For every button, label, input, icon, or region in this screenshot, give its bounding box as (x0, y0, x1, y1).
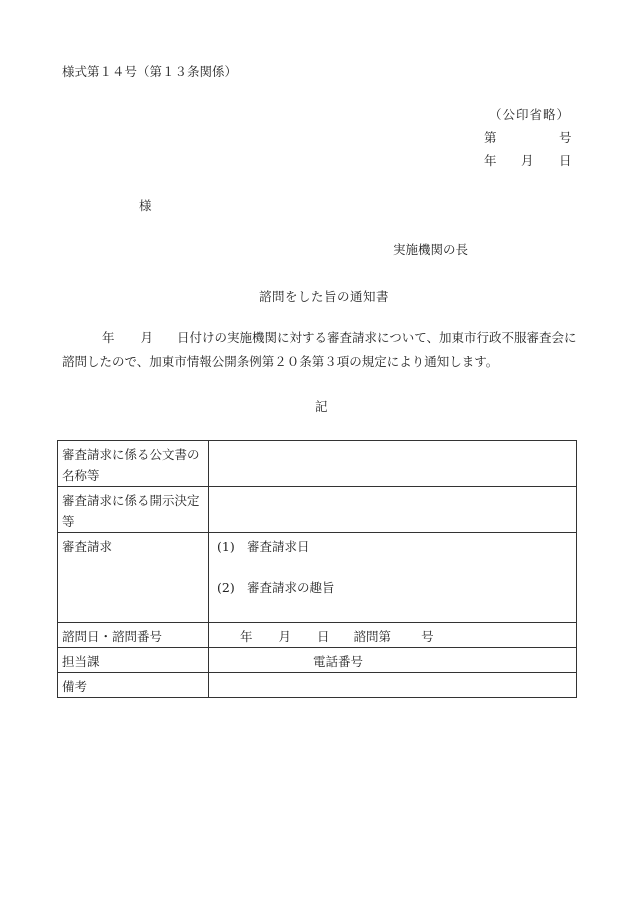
table-row (58, 533, 577, 623)
sender-name: 実施機関の長 (393, 242, 469, 257)
body-paragraph-line1 (62, 332, 577, 345)
row-value-document-name[interactable] (209, 441, 577, 487)
row-value-inquiry[interactable] (209, 623, 577, 648)
row-label-disclosure-decision: 審査請求に係る開示決定等 (58, 487, 209, 533)
inquiry-day-label: 日 (317, 629, 330, 644)
details-table (57, 440, 577, 698)
table-row (58, 441, 577, 487)
ki-heading: 記 (315, 399, 328, 414)
inquiry-number-suffix: 号 (421, 629, 434, 644)
table-row (58, 487, 577, 533)
row-value-remarks[interactable] (209, 673, 577, 698)
row-label-request: 審査請求 (58, 533, 209, 623)
phone-number-label: 電話番号 (313, 654, 364, 669)
item-number: (2) (217, 580, 235, 595)
inquiry-month-label: 月 (278, 629, 292, 644)
seal-omitted-note: （公印省略） (489, 107, 571, 122)
row-value-department[interactable] (209, 648, 577, 673)
request-purpose-item (213, 577, 572, 598)
body-line1-text: 日付けの実施機関に対する審査請求について、加東市行政不服審査会に (177, 330, 577, 345)
item-text: 審査請求の趣旨 (247, 580, 335, 595)
row-value-request[interactable] (209, 533, 577, 623)
document-title: 諮問をした旨の通知書 (259, 289, 390, 304)
table-row (58, 648, 577, 673)
item-text: 審査請求日 (247, 539, 310, 554)
table-row (58, 623, 577, 648)
row-value-disclosure-decision[interactable] (209, 487, 577, 533)
inquiry-number-prefix: 諮問第 (353, 629, 392, 644)
row-label-department: 担当課 (58, 648, 209, 673)
row-label-document-name: 審査請求に係る公文書の名称等 (58, 441, 209, 487)
form-number: 様式第１４号（第１３条関係） (62, 64, 238, 79)
body-year-label: 年 (102, 330, 115, 345)
date-year-label: 年 (484, 153, 497, 168)
document-number-suffix: 号 (559, 130, 572, 145)
body-month-label: 月 (140, 330, 154, 345)
item-number: (1) (217, 539, 235, 554)
addressee-honorific: 様 (139, 198, 152, 213)
date-day-label: 日 (559, 153, 572, 168)
row-label-inquiry: 諮問日・諮問番号 (58, 623, 209, 648)
date-month-label: 月 (521, 153, 534, 168)
request-date-item (213, 536, 572, 557)
body-paragraph-line2: 諮問したので、加東市情報公開条例第２０条第３項の規定により通知します。 (62, 354, 499, 369)
table-row (58, 673, 577, 698)
inquiry-year-label: 年 (240, 629, 253, 644)
document-number-prefix: 第 (484, 130, 497, 145)
row-label-remarks: 備考 (58, 673, 209, 698)
